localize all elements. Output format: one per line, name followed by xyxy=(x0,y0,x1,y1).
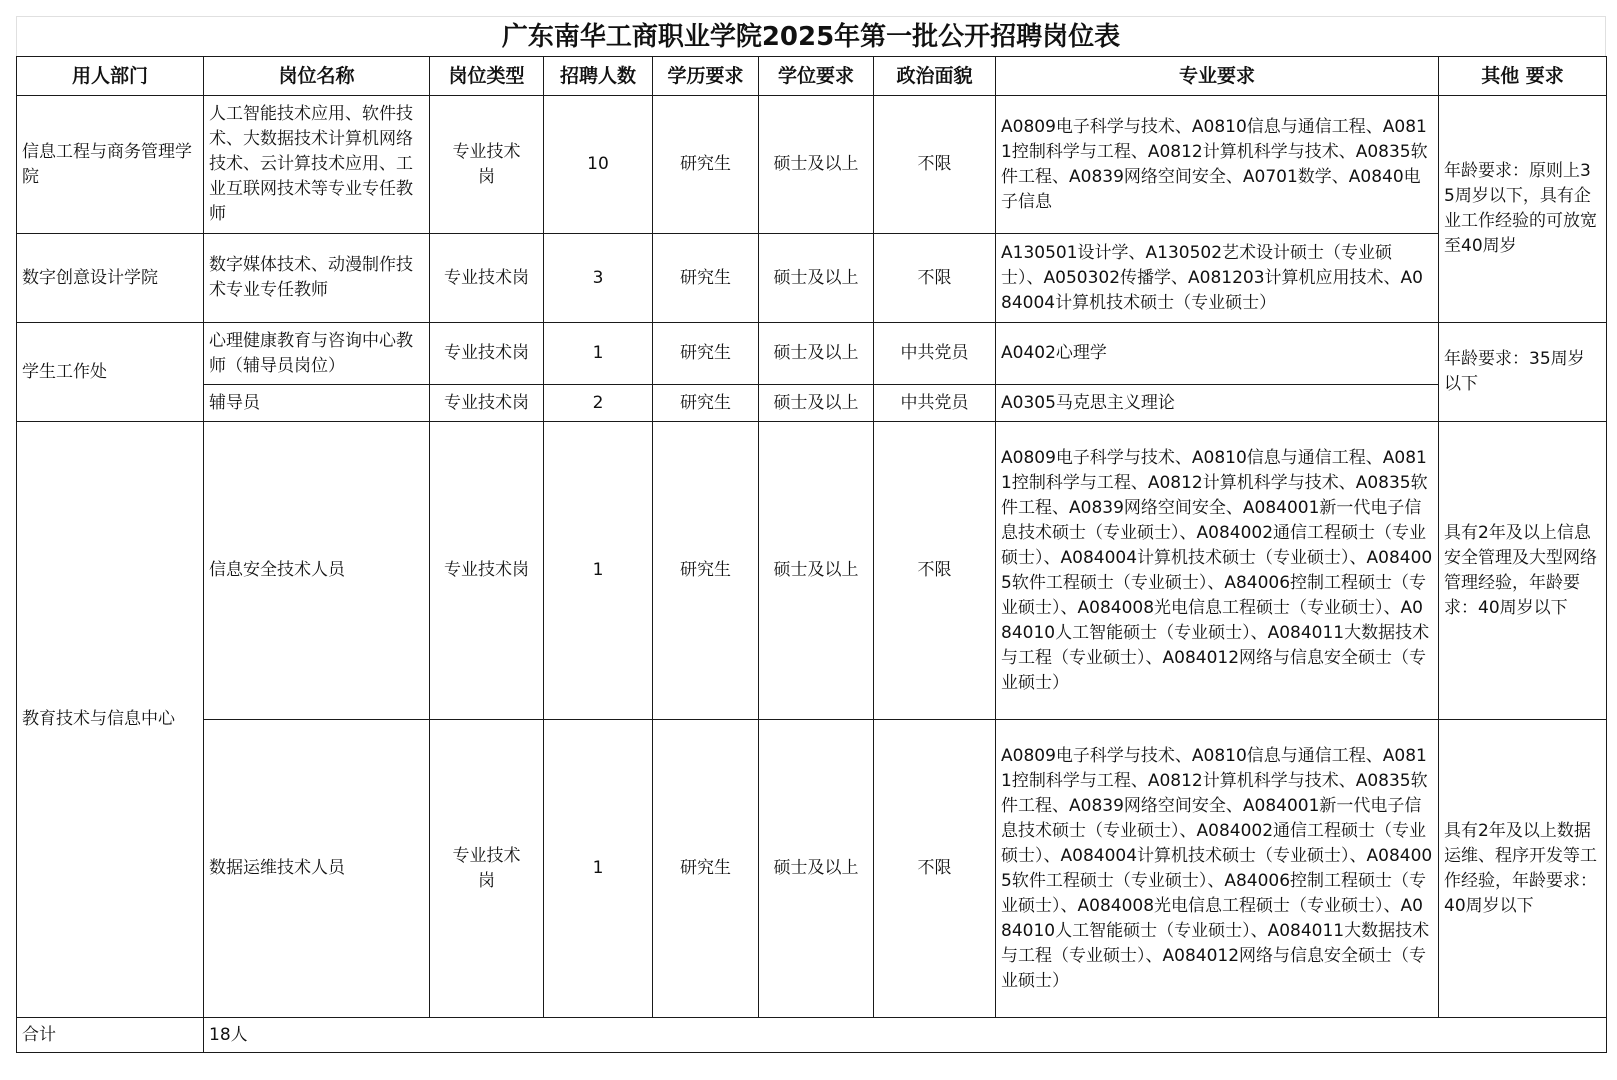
total-row xyxy=(17,1018,1607,1053)
header-degree: 学位要求 xyxy=(759,57,874,96)
political-cell: 中共党员 xyxy=(874,323,996,385)
degree-cell: 硕士及以上 xyxy=(759,234,874,323)
education-cell: 研究生 xyxy=(653,96,759,234)
position-cell: 心理健康教育与咨询中心教师（辅导员岗位） xyxy=(204,323,430,385)
other-cell: 具有2年及以上数据运维、程序开发等工作经验，年龄要求：40周岁以下 xyxy=(1439,720,1607,1018)
header-political: 政治面貌 xyxy=(874,57,996,96)
header-education: 学历要求 xyxy=(653,57,759,96)
header-dept: 用人部门 xyxy=(17,57,204,96)
count-cell: 1 xyxy=(544,323,653,385)
type-cell: 专业技术岗 xyxy=(430,422,544,720)
political-cell: 不限 xyxy=(874,234,996,323)
count-cell: 10 xyxy=(544,96,653,234)
education-cell: 研究生 xyxy=(653,422,759,720)
position-cell: 人工智能技术应用、软件技术、大数据技术计算机网络技术、云计算技术应用、工业互联网技术等专业专任教师 xyxy=(204,96,430,234)
political-cell: 不限 xyxy=(874,96,996,234)
header-position: 岗位名称 xyxy=(204,57,430,96)
table-row xyxy=(17,234,1607,323)
degree-cell: 硕士及以上 xyxy=(759,385,874,422)
education-cell: 研究生 xyxy=(653,323,759,385)
major-cell: A0402心理学 xyxy=(996,323,1439,385)
position-cell: 数字媒体技术、动漫制作技术专业专任教师 xyxy=(204,234,430,323)
political-cell: 不限 xyxy=(874,422,996,720)
header-row xyxy=(17,57,1607,96)
other-cell: 年龄要求：35周岁以下 xyxy=(1439,323,1607,422)
major-cell: A0305马克思主义理论 xyxy=(996,385,1439,422)
type-cell: 专业技术岗 xyxy=(430,234,544,323)
degree-cell: 硕士及以上 xyxy=(759,422,874,720)
position-cell: 数据运维技术人员 xyxy=(204,720,430,1018)
type-cell: 专业技术岗 xyxy=(430,385,544,422)
position-cell: 辅导员 xyxy=(204,385,430,422)
type-cell: 专业技术岗 xyxy=(430,720,544,1018)
count-cell: 1 xyxy=(544,720,653,1018)
page-title: 广东南华工商职业学院2025年第一批公开招聘岗位表 xyxy=(16,16,1606,56)
count-cell: 3 xyxy=(544,234,653,323)
table-row xyxy=(17,720,1607,1018)
header-count: 招聘人数 xyxy=(544,57,653,96)
recruitment-sheet xyxy=(16,16,1606,1053)
header-type: 岗位类型 xyxy=(430,57,544,96)
education-cell: 研究生 xyxy=(653,234,759,323)
type-cell: 专业技术岗 xyxy=(430,323,544,385)
dept-cell: 信息工程与商务管理学院 xyxy=(17,96,204,234)
dept-cell: 学生工作处 xyxy=(17,323,204,422)
total-value: 18人 xyxy=(204,1018,1607,1053)
major-cell: A0809电子科学与技术、A0810信息与通信工程、A0811控制科学与工程、A0812计算机科学与技术、A0835软件工程、A0839网络空间安全、A0701数学、A0840电子信息 xyxy=(996,96,1439,234)
recruitment-table xyxy=(16,56,1607,1053)
major-cell: A0809电子科学与技术、A0810信息与通信工程、A0811控制科学与工程、A0812计算机科学与技术、A0835软件工程、A0839网络空间安全、A084001新一代电子信息技术硕士（专业硕士）、A084002通信工程硕士（专业硕士）、A084004计算机技术硕士（专业硕士）、A084005软件工程硕士（专业硕士）、A84006控制工程硕士（专业硕士）、A084008光电信息工程硕士（专业硕士）、A084010人工智能硕士（专业硕士）、A084011大数据技术与工程（专业硕士）、A084012网络与信息安全硕士（专业硕士） xyxy=(996,720,1439,1018)
dept-cell: 数字创意设计学院 xyxy=(17,234,204,323)
count-cell: 1 xyxy=(544,422,653,720)
major-cell: A130501设计学、A130502艺术设计硕士（专业硕士）、A050302传播学、A081203计算机应用技术、A084004计算机技术硕士（专业硕士） xyxy=(996,234,1439,323)
total-label: 合计 xyxy=(17,1018,204,1053)
count-cell: 2 xyxy=(544,385,653,422)
other-cell: 具有2年及以上信息安全管理及大型网络管理经验，年龄要求：40周岁以下 xyxy=(1439,422,1607,720)
political-cell: 不限 xyxy=(874,720,996,1018)
type-cell: 专业技术岗 xyxy=(430,96,544,234)
degree-cell: 硕士及以上 xyxy=(759,96,874,234)
other-cell: 年龄要求：原则上35周岁以下，具有企业工作经验的可放宽至40周岁 xyxy=(1439,96,1607,323)
table-row xyxy=(17,385,1607,422)
table-row xyxy=(17,323,1607,385)
political-cell: 中共党员 xyxy=(874,385,996,422)
education-cell: 研究生 xyxy=(653,385,759,422)
degree-cell: 硕士及以上 xyxy=(759,720,874,1018)
table-row xyxy=(17,422,1607,720)
dept-cell: 教育技术与信息中心 xyxy=(17,422,204,1018)
major-cell: A0809电子科学与技术、A0810信息与通信工程、A0811控制科学与工程、A0812计算机科学与技术、A0835软件工程、A0839网络空间安全、A084001新一代电子信息技术硕士（专业硕士）、A084002通信工程硕士（专业硕士）、A084004计算机技术硕士（专业硕士）、A084005软件工程硕士（专业硕士）、A84006控制工程硕士（专业硕士）、A084008光电信息工程硕士（专业硕士）、A084010人工智能硕士（专业硕士）、A084011大数据技术与工程（专业硕士）、A084012网络与信息安全硕士（专业硕士） xyxy=(996,422,1439,720)
table-row xyxy=(17,96,1607,234)
header-other: 其他 要求 xyxy=(1439,57,1607,96)
header-major: 专业要求 xyxy=(996,57,1439,96)
degree-cell: 硕士及以上 xyxy=(759,323,874,385)
position-cell: 信息安全技术人员 xyxy=(204,422,430,720)
education-cell: 研究生 xyxy=(653,720,759,1018)
